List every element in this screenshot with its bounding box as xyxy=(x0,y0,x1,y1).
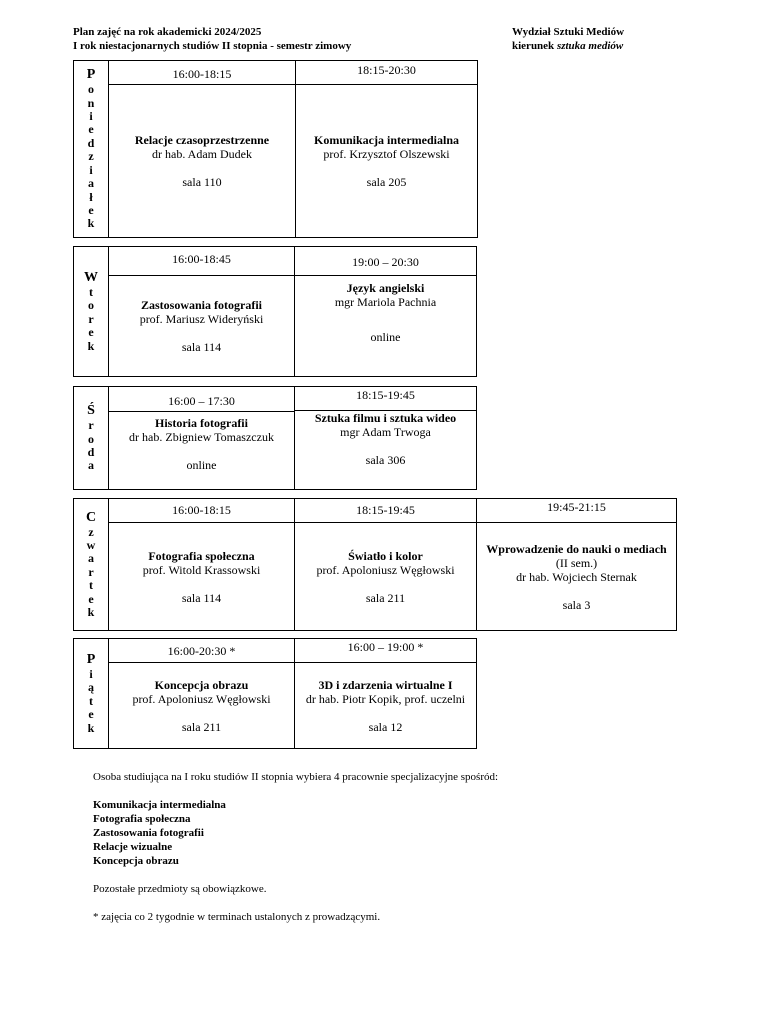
class-slot xyxy=(294,499,476,630)
class-slot xyxy=(109,61,295,237)
class-slot xyxy=(109,247,294,376)
course-title: Historia fotografii xyxy=(155,416,248,430)
room: sala 205 xyxy=(366,175,407,189)
class-info xyxy=(109,85,295,237)
plan-subtitle: I rok niestacjonarnych studiów II stopnia - semestr zimowy xyxy=(73,40,352,52)
instructor: prof. Witold Krassowski xyxy=(142,562,261,577)
class-info xyxy=(109,523,294,630)
course-title: Sztuka filmu i sztuka wideo xyxy=(314,411,457,425)
time-range: 16:00 – 17:30 xyxy=(109,391,294,412)
course-title: Fotografia społeczna xyxy=(148,548,255,563)
time-range: 16:00-18:45 xyxy=(109,247,294,276)
class-info xyxy=(296,85,477,237)
time-range: 18:15-19:45 xyxy=(295,499,476,523)
plan-title: Plan zajęć na rok akademicki 2024/2025 xyxy=(73,26,262,38)
instructor: dr hab. Zbigniew Tomaszczuk xyxy=(129,430,274,444)
class-slot xyxy=(109,387,294,489)
program-name: sztuka mediów xyxy=(556,40,624,52)
program-label: kierunek xyxy=(512,40,557,52)
instructor: prof. Apoloniusz Węgłowski xyxy=(316,562,455,577)
class-slot xyxy=(295,61,477,237)
course-title: Światło i kolor xyxy=(348,548,423,563)
day-block-monday xyxy=(73,60,478,238)
document-header-right xyxy=(512,25,624,53)
class-info xyxy=(109,663,294,748)
instructor: dr hab. Wojciech Sternak xyxy=(516,569,637,584)
class-info xyxy=(295,411,476,489)
document-header-left xyxy=(73,25,351,53)
class-slot xyxy=(109,639,294,748)
room: online xyxy=(186,458,217,472)
room: sala 306 xyxy=(365,453,406,467)
room: sala 211 xyxy=(365,590,406,605)
class-info xyxy=(477,523,676,630)
instructor: prof. Krzysztof Olszewski xyxy=(323,147,450,161)
program-line xyxy=(512,39,624,53)
instructor: prof. Apoloniusz Węgłowski xyxy=(132,691,271,706)
elective-item: Komunikacja intermedialna xyxy=(93,799,226,811)
time-range: 16:00 – 19:00 * xyxy=(295,639,476,663)
faculty-name: Wydział Sztuki Mediów xyxy=(512,26,625,38)
elective-item: Zastosowania fotografii xyxy=(93,827,204,839)
elective-item: Koncepcja obrazu xyxy=(93,855,179,867)
course-title: Koncepcja obrazu xyxy=(154,677,249,692)
day-label-friday: P i ą t e k xyxy=(74,639,109,748)
class-slot xyxy=(294,387,476,489)
time-range: 19:00 – 20:30 xyxy=(295,247,476,276)
day-label-wednesday: Ś r o d a xyxy=(74,387,109,489)
day-block-thursday xyxy=(73,498,677,631)
room: sala 114 xyxy=(181,590,222,605)
elective-intro: Osoba studiująca na I roku studiów II stopnia wybiera 4 pracownie specjalizacyjne spośród: xyxy=(93,771,499,783)
class-slot xyxy=(476,499,676,630)
class-info xyxy=(109,276,294,376)
instructor: mgr Mariola Pachnia xyxy=(334,295,437,309)
day-block-tuesday xyxy=(73,246,477,377)
class-info xyxy=(295,523,476,630)
instructor: dr hab. Piotr Kopik, prof. uczelni xyxy=(305,691,466,706)
course-title: Zastosowania fotografii xyxy=(141,298,262,312)
class-info xyxy=(109,412,294,489)
course-note: (II sem.) xyxy=(555,555,598,570)
course-title: 3D i zdarzenia wirtualne I xyxy=(318,677,453,692)
day-block-friday xyxy=(73,638,477,749)
day-label-thursday: C z w a r t e k xyxy=(74,499,109,630)
footnote: * zajęcia co 2 tygodnie w terminach ustalonych z prowadzącymi. xyxy=(93,911,381,923)
time-range: 19:45-21:15 xyxy=(477,499,676,523)
day-label-tuesday: W t o r e k xyxy=(74,247,109,376)
course-title: Język angielski xyxy=(346,281,425,295)
mandatory-note: Pozostałe przedmioty są obowiązkowe. xyxy=(93,883,267,895)
time-range: 16:00-18:15 xyxy=(109,499,294,523)
time-range: 18:15-20:30 xyxy=(296,61,477,85)
day-label-monday: P o n i e d z i a ł e k xyxy=(74,61,109,237)
room: sala 114 xyxy=(181,340,222,354)
instructor: prof. Mariusz Wideryński xyxy=(139,312,264,326)
class-slot xyxy=(294,247,476,376)
class-info xyxy=(295,663,476,748)
room: sala 110 xyxy=(182,175,222,189)
elective-item: Fotografia społeczna xyxy=(93,813,191,825)
course-title: Wprowadzenie do nauki o mediach xyxy=(486,541,667,556)
elective-item: Relacje wizualne xyxy=(93,841,173,853)
class-slot xyxy=(294,639,476,748)
class-slot xyxy=(109,499,294,630)
room: sala 12 xyxy=(368,719,403,734)
room: online xyxy=(370,330,401,344)
instructor: dr hab. Adam Dudek xyxy=(152,147,252,161)
time-range: 18:15-19:45 xyxy=(295,387,476,411)
course-title: Relacje czasoprzestrzenne xyxy=(134,133,270,147)
time-range: 16:00-18:15 xyxy=(109,65,295,85)
notes-section xyxy=(93,770,498,924)
room: sala 3 xyxy=(562,597,591,612)
class-info xyxy=(295,276,476,376)
time-range: 16:00-20:30 * xyxy=(109,641,294,663)
course-title: Komunikacja intermedialna xyxy=(313,133,459,147)
room: sala 211 xyxy=(181,719,222,734)
instructor: mgr Adam Trwoga xyxy=(340,425,431,439)
day-block-wednesday xyxy=(73,386,477,490)
